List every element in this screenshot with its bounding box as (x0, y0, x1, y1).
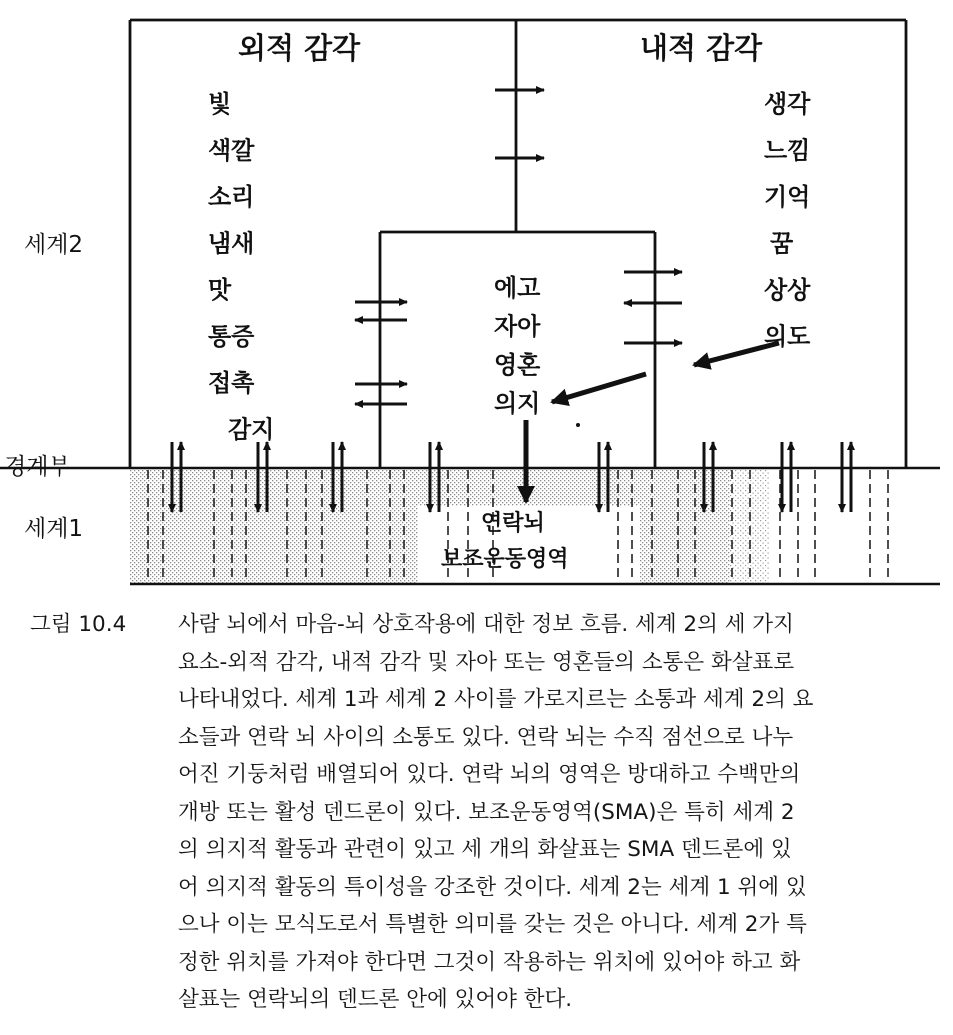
outer-item: 감지 (228, 415, 275, 444)
caption-line: 개방 또는 활성 덴드론이 있다. 보조운동영역(SMA)은 특히 세계 2 (178, 799, 795, 825)
inner-item: 생각 (764, 90, 811, 118)
self-item: 자아 (494, 312, 541, 341)
outer-item: 소리 (208, 183, 255, 211)
outer-item: 접촉 (208, 369, 255, 397)
outer-item: 색깔 (208, 136, 255, 165)
caption-line: 어진 기둥처럼 배열되어 있다. 연락 뇌의 영역은 방대하고 수백만의 (178, 762, 801, 787)
self-item: 의지 (494, 389, 541, 418)
self-item: 영혼 (494, 351, 541, 379)
caption-line: 정한 위치를 가져야 한다면 그것이 작용하는 위치에 있어야 하고 화 (178, 949, 801, 975)
caption-line: 살표는 연락뇌의 덴드론 안에 있어야 한다. (178, 987, 573, 1012)
dot (576, 423, 580, 427)
boundary-label: 경계부 (4, 454, 71, 480)
self-item: 에고 (494, 274, 541, 302)
self-items (494, 274, 541, 418)
outer-item: 통증 (208, 322, 255, 351)
outer-item: 빛 (208, 90, 232, 118)
caption-line: 소들과 연락 뇌 사이의 소통도 있다. 연락 뇌는 수직 점선으로 나누 (178, 724, 794, 750)
world1-label: 세계1 (24, 516, 84, 542)
inner-item: 의도 (764, 322, 811, 351)
caption-text (178, 606, 930, 1019)
caption-line: 나타내었다. 세계 1과 세계 2 사이를 가로지르는 소통과 세계 2의 요 (178, 687, 814, 712)
outer-item: 냄새 (208, 229, 255, 258)
caption-line: 어 의지적 활동의 특이성을 강조한 것이다. 세계 2는 세계 1 위에 있 (178, 874, 807, 900)
inner-sense-items (764, 90, 811, 351)
caption-line: 사람 뇌에서 마음-뇌 상호작용에 대한 정보 흐름. 세계 2의 세 가지 (178, 612, 794, 637)
world2-label: 세계2 (24, 232, 84, 258)
caption-line: 요소-외적 감각, 내적 감각 및 자아 또는 영혼들의 소통은 화살표로 (178, 649, 795, 675)
inner-item: 꿈 (770, 229, 794, 258)
figure-caption (30, 606, 930, 1019)
big-arrow-inner-to-self (552, 374, 646, 402)
inner-item: 느낌 (764, 136, 811, 165)
outer-sense-title: 외적 감각 (238, 31, 361, 65)
caption-label: 그림 10.4 (30, 612, 127, 637)
inner-sense-title: 내적 감각 (640, 31, 763, 65)
outer-sense-items (208, 90, 274, 444)
sma-label: 보조운동영역 (441, 547, 569, 572)
caption-line: 의 의지적 활동과 관련이 있고 세 개의 화살표는 SMA 덴드론에 있 (178, 837, 792, 862)
caption-line: 으나 이는 모식도로서 특별한 의미를 갖는 것은 아니다. 세계 2가 특 (178, 912, 807, 937)
diagonal-arrows (552, 343, 779, 402)
world1-stipple-left-mid (420, 468, 620, 506)
inner-item: 상상 (764, 276, 811, 304)
outer-item: 맛 (208, 276, 232, 304)
inner-item: 기억 (764, 183, 811, 211)
liaison-brain-label: 연락뇌 (481, 511, 545, 536)
